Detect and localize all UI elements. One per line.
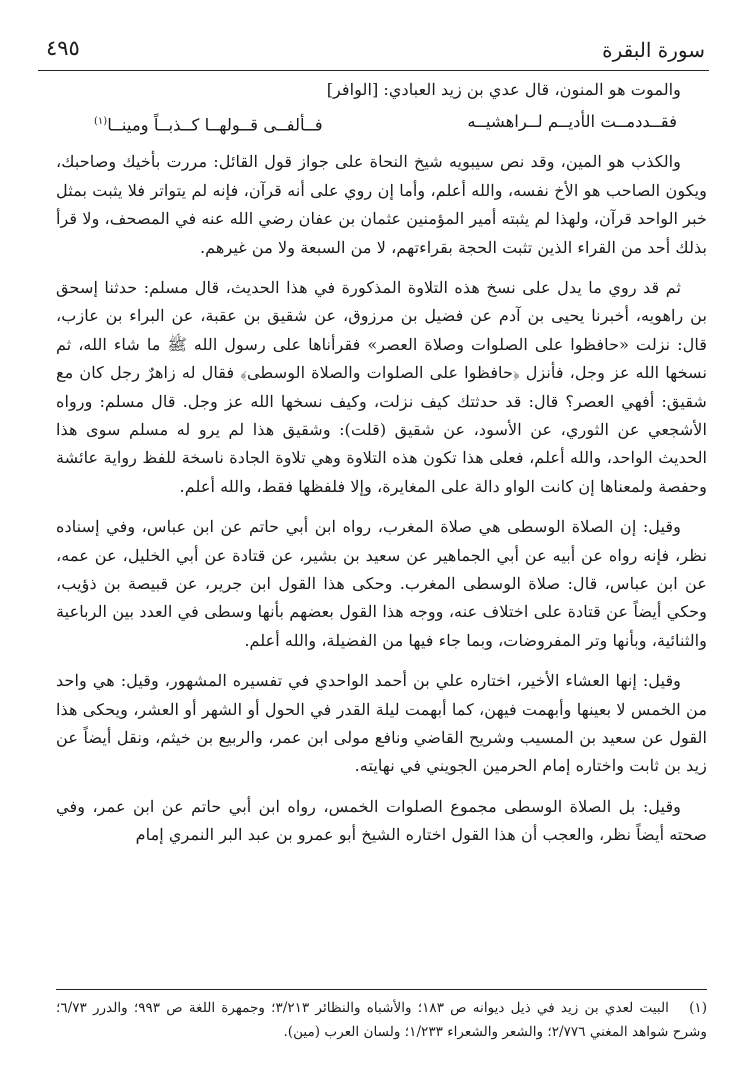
paragraph: وقيل: إنها العشاء الأخير، اختاره علي بن أحمد الواحدي في تفسيره المشهور، وقيل: هي واحد من الخمس لا بعينها وأبهمت فيهن، كما أبهمت ليلة القدر في الحول أو الشهر أو العشر، ويحكى هذا القول عن سعيد بن المسيب وشريح القاضي ونافع مولى ابن عمر، والربيع بن خيثم، ونقل أيضاً عن زيد بن ثابت واختاره إمام الحرمين الجويني في نهايته. bbox=[56, 671, 707, 776]
page-body bbox=[56, 76, 707, 850]
page-header bbox=[38, 30, 709, 64]
paragraph: وقيل: بل الصلاة الوسطى مجموع الصلوات الخمس، رواه ابن أبي حاتم عن ابن عمر، وفي صحته أيضاً نظر، والعجب أن هذا القول اختاره الشيخ أبو عمرو بن عبد البر النمري إمام bbox=[56, 796, 707, 845]
header-rule bbox=[38, 70, 709, 71]
verse-hemistich-1: فقــددمــت الأديــم لــراهشيــه bbox=[467, 112, 677, 132]
footnote-marker: (١) bbox=[94, 116, 108, 128]
footnote-item bbox=[56, 996, 707, 1044]
paragraph: وقيل: إن الصلاة الوسطى هي صلاة المغرب، رواه ابن أبي حاتم عن ابن عباس، وفي إسناده نظر، فإنه رواه عن أبيه عن أبي الجماهير عن سعيد بن بشير، عن قتادة عن أبي الخليل، عن عمه، عن ابن عباس، قال: صلاة الوسطى المغرب. وحكى هذا القول ابن جرير، عن قبيصة بن ذؤيب، وحكي أيضاً عن قتادة على اختلاف عنه، ووجه هذا القول بعضهم بأنها وسطى في العدد بين الرباعية والثنائية، وبأنها وتر المفروضات، وبما جاء فيها من الفضيلة، والله أعلم. bbox=[56, 517, 707, 650]
footnote-rule bbox=[56, 989, 707, 990]
paragraph: والكذب هو المين، وقد نص سيبويه شيخ النحاة على جواز قول القائل: مررت بأخيك وصاحبك، ويكون الصاحب هو الأخ نفسه، والله أعلم، وأما إن روي على أنه قرآن، فإنه لم يتواتر فلا يثبت بمثل خبر الواحد قرآن، ولهذا لم يثبته أمير المؤمنين عثمان بن عفان رضي الله عنه في المصحف، ولا قرأ بذلك أحد من القراء الذين تثبت الحجة بقراءتهم، لا من السبعة ولا من غيرهم. bbox=[56, 152, 707, 257]
intro-line: والموت هو المنون، قال عدي بن زيد العبادي: [الوافر] bbox=[326, 80, 681, 99]
page-number: ٤٩٥ bbox=[46, 36, 80, 60]
verse-hemistich-2-text: فــألفــى قــولهــا كــذبــاً ومينــا bbox=[107, 115, 323, 135]
verse-hemistich-2 bbox=[94, 108, 323, 140]
footnote-text: البيت لعدي بن زيد في ذيل ديوانه ص ١٨٣؛ والأشباه والنظائر ٣/٢١٣؛ وجمهرة اللغة ص ٩٩٣؛ والدرر ٦/٧٣؛ وشرح شواهد المغني ٢/٧٧٦؛ والشعر والشعراء ١/٢٣٣؛ ولسان العرب (مين). bbox=[56, 1000, 707, 1040]
footnote-number: (١) bbox=[689, 1000, 708, 1016]
poetry-verse bbox=[56, 108, 707, 140]
paragraph: ثم قد روي ما يدل على نسخ هذه التلاوة المذكورة في هذا الحديث، قال مسلم: حدثنا إسحق بن راهويه، أخبرنا يحيى بن آدم عن فضيل بن مرزوق، عن شقيق بن عقبة، عن البراء بن عازب، قال: نزلت «حافظوا على الصلوات وصلاة العصر» فقرأناها على رسول الله ﷺ ما شاء الله، ثم نسخها الله عز وجل، فأنزل ﴿حافظوا على الصلوات والصلاة الوسطى﴾ فقال له زاهرٌ رجل كان مع شقيق: أفهي العصر؟ قال: قد حدثتك كيف نزلت، وكيف نسخها الله عز وجل. قال مسلم: ورواه الأشجعي عن الثوري، عن الأسود، عن شقيق (قلت): وشقيق هذا لم يرو له مسلم سوى هذا الحديث الواحد، والله أعلم، فعلى هذا تكون هذه التلاوة وهي تلاوة الجادة ناسخة للفظ رواية عائشة وحفصة ولمعناها إن كانت الواو دالة على المغايرة، وإلا فلفظها فقط، والله أعلم. bbox=[56, 277, 707, 496]
surah-title: سورة البقرة bbox=[602, 38, 705, 62]
footnotes bbox=[56, 996, 707, 1044]
